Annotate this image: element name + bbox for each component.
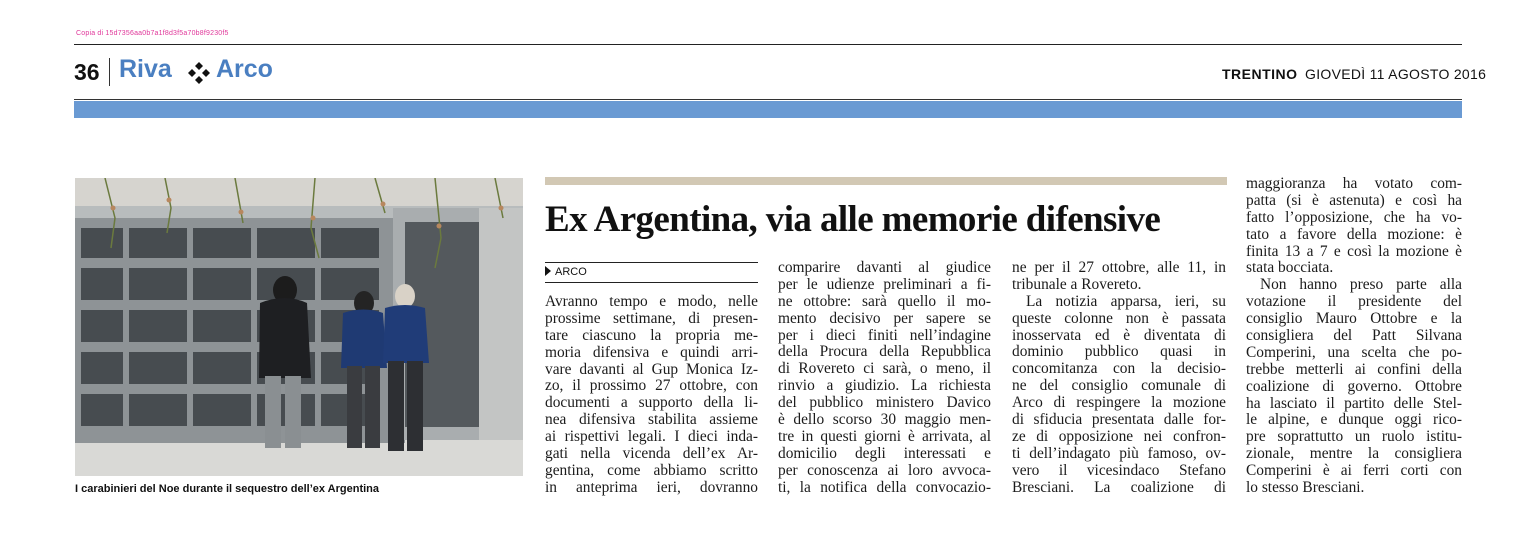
location-tag-label: ARCO: [555, 266, 587, 278]
text-line: tare ciascuno la propria me-: [545, 327, 758, 344]
text-line: nea difensiva stabilita assieme: [545, 412, 758, 429]
text-line: del pubblico ministero Davico: [778, 395, 991, 412]
page-number: 36: [74, 59, 100, 85]
text-line: lo stesso Bresciani.: [1246, 480, 1365, 497]
text-line: domicilio degli interessati e: [778, 445, 991, 462]
text-line: consigliera del Patt Silvana: [1246, 328, 1462, 345]
text-line: dominio pubblico quasi in: [1012, 344, 1226, 361]
header-rule: [74, 99, 1462, 100]
text-line: tato a favore della mozione: è: [1246, 226, 1462, 243]
article-column-2: [778, 260, 991, 496]
article-column-1: [545, 294, 758, 497]
text-line: Comperini, una scelta che po-: [1246, 344, 1462, 361]
text-line: prossime settimane, di presen-: [545, 310, 758, 327]
text-line: fatto l’opposizione, che ha vo-: [1246, 209, 1462, 226]
text-line: in anteprima ieri, dovranno: [545, 479, 758, 496]
text-line: concomitanza con la decisio-: [1012, 361, 1226, 378]
text-line: ti dell’indagato più famoso, ov-: [1012, 445, 1226, 462]
location-tag: [545, 266, 587, 278]
article-column-3: [1012, 260, 1226, 496]
text-line: coalizione di governo. Ottobre: [1246, 378, 1462, 395]
text-line: La notizia apparsa, ieri, su: [1026, 293, 1226, 310]
text-line: ti, la notifica della convocazio-: [778, 479, 991, 496]
triangle-marker-icon: [545, 266, 551, 276]
tag-rule-top: [545, 262, 758, 263]
text-line: documenti a supporto della li-: [545, 395, 758, 412]
section-title-riva: Riva: [119, 55, 172, 83]
text-line: Comperini è ai ferri corti con: [1246, 463, 1462, 480]
text-line: queste colonne non è passata: [1012, 310, 1226, 327]
text-line: mento decisivo per sapere se: [778, 310, 991, 327]
text-line: vare davanti al Gup Monica Iz-: [545, 361, 758, 378]
text-line: per le udienze preliminari a fi-: [778, 276, 991, 293]
article-column-4: [1246, 176, 1462, 497]
text-line: ne per il 27 ottobre, alle 11, in: [1012, 260, 1226, 276]
copy-note: Copia di 15d7356aa0b7a1f8d3f5a70b8f9230f5: [76, 30, 229, 37]
text-line: patta (si è astenuta) e così ha: [1246, 192, 1462, 209]
text-line: zionale, mentre la consigliera: [1246, 446, 1462, 463]
text-line: gentina, come abbiamo scritto: [545, 462, 758, 479]
text-line: vero il vicesindaco Stefano: [1012, 462, 1226, 479]
issue-date: GIOVEDÌ 11 AGOSTO 2016: [1305, 66, 1487, 82]
text-line: Bresciani. La coalizione di: [1012, 479, 1226, 496]
text-line: le alpine, e dunque oggi rico-: [1246, 412, 1462, 429]
text-line: comparire davanti al giudice: [778, 260, 991, 276]
carabinieri-at-gate-illustration: [75, 178, 523, 476]
tag-rule-bottom: [545, 282, 758, 283]
article-photo: [75, 178, 523, 476]
text-line: per conoscenza ai loro avvoca-: [778, 462, 991, 479]
text-line: stata bocciata.: [1246, 260, 1334, 277]
text-line: è dello scorso 30 maggio men-: [778, 412, 991, 429]
text-line: tribunale a Rovereto.: [1012, 276, 1142, 293]
four-diamond-icon: [186, 60, 212, 86]
text-line: gati nella vicenda dell’ex Ar-: [545, 446, 758, 463]
page-number-divider: [109, 58, 110, 86]
text-line: consiglio Mauro Ottobre e la: [1246, 311, 1462, 328]
headline-top-bar: [545, 177, 1227, 185]
text-line: ha lasciato il partito delle Stel-: [1246, 395, 1462, 412]
text-line: pre soprattutto un ruolo istitu-: [1246, 429, 1462, 446]
text-line: tre in questi giorni è arrivata, al: [778, 428, 991, 445]
article-headline: Ex Argentina, via alle memorie difensive: [545, 199, 1161, 240]
newspaper-name: TRENTINO: [1222, 66, 1298, 82]
text-line: rinvio a giudizio. La richiesta: [778, 378, 991, 395]
text-line: Non hanno preso parte alla: [1260, 277, 1462, 294]
text-line: di sfiducia presentata dalle for-: [1012, 412, 1226, 429]
text-line: della Procura della Repubblica: [778, 344, 991, 361]
text-line: finita 13 a 7 e così la mozione è: [1246, 243, 1462, 260]
text-line: ne ottobre: sarà quello il mo-: [778, 293, 991, 310]
photo-caption: I carabinieri del Noe durante il sequestro dell’ex Argentina: [75, 483, 380, 495]
text-line: inosservata ed è diventata di: [1012, 327, 1226, 344]
text-line: Avranno tempo e modo, nelle: [545, 294, 758, 310]
text-line: ai rispettivi legali. I dieci inda-: [545, 429, 758, 446]
section-title-arco: Arco: [216, 55, 273, 83]
section-color-band: [74, 101, 1462, 118]
text-line: maggioranza ha votato com-: [1246, 176, 1462, 192]
text-line: ze di opposizione nei confron-: [1012, 428, 1226, 445]
text-line: trebbe metterli ai confini della: [1246, 361, 1462, 378]
text-line: Arco di respingere la mozione: [1012, 395, 1226, 412]
text-line: zo, il prossimo 27 ottobre, con: [545, 378, 758, 395]
text-line: moria difensiva e quindi arri-: [545, 344, 758, 361]
text-line: votazione il presidente del: [1246, 294, 1462, 311]
text-line: ne del consiglio comunale di: [1012, 378, 1226, 395]
top-rule: [74, 44, 1462, 45]
text-line: di Rovereto ci sarà, o meno, il: [778, 361, 991, 378]
text-line: per i dieci finiti nell’indagine: [778, 327, 991, 344]
